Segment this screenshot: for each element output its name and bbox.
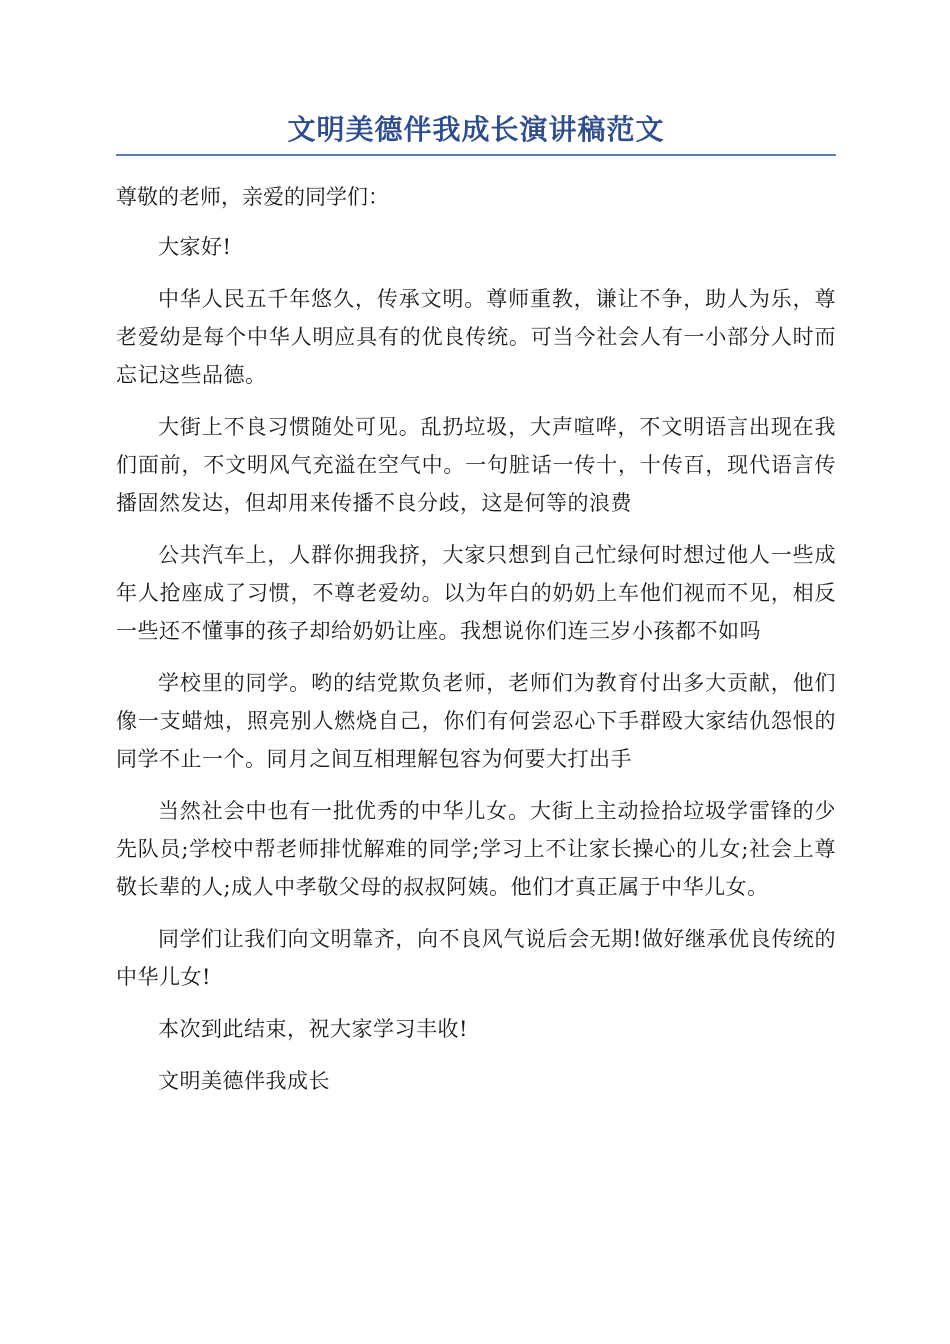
paragraph-bus: 公共汽车上，人群你拥我挤，大家只想到自己忙绿何时想过他人一些成年人抢座成了习惯，不尊老爱幼。以为年白的奶奶上车他们视而不见，相反一些还不懂事的孩子却给奶奶让座。我想说你们连三岁小孩都不如吗: [116, 543, 836, 643]
paragraph-closing: 本次到此结束，祝大家学习丰收!: [158, 1017, 468, 1041]
paragraph-street: 大街上不良习惯随处可见。乱扔垃圾，大声喧哗，不文明语言出现在我们面前，不文明风气充溢在空气中。一句脏话一传十，十传百，现代语言传播固然发达，但却用来传播不良分歧，这是何等的浪费: [116, 415, 836, 515]
document-title: 文明美德伴我成长演讲稿范文: [287, 113, 665, 146]
paragraph-tradition: 中华人民五千年悠久，传承文明。尊师重教，谦让不争，助人为乐，尊老爱幼是每个中华人明应具有的优良传统。可当今社会人有一小部分人时而忘记这些品德。: [116, 287, 836, 387]
document-page: [116, 110, 836, 1114]
title-underline: [116, 154, 836, 156]
salutation: 尊敬的老师，亲爱的同学们：: [116, 185, 389, 209]
paragraph-greeting: 大家好!: [158, 235, 232, 259]
paragraph-school: 学校里的同学。哟的结党欺负老师，老师们为教育付出多大贡献，他们像一支蜡烛，照亮别人燃烧自己，你们有何尝忍心下手群殴大家结仇怨恨的同学不止一个。同月之间互相理解包容为何要大打出手: [116, 671, 836, 771]
paragraph-good-examples: 当然社会中也有一批优秀的中华儿女。大街上主动捡拾垃圾学雷锋的少先队员;学校中帮老师排忧解难的同学;学习上不让家长操心的儿女;社会上尊敬长辈的人;成人中孝敬父母的叔叔阿姨。他们才真正属于中华儿女。: [116, 799, 836, 899]
paragraph-call-to-action: 同学们让我们向文明靠齐，向不良风气说后会无期!做好继承优良传统的中华儿女!: [116, 927, 836, 989]
paragraph-signoff-title: 文明美德伴我成长: [158, 1069, 330, 1093]
